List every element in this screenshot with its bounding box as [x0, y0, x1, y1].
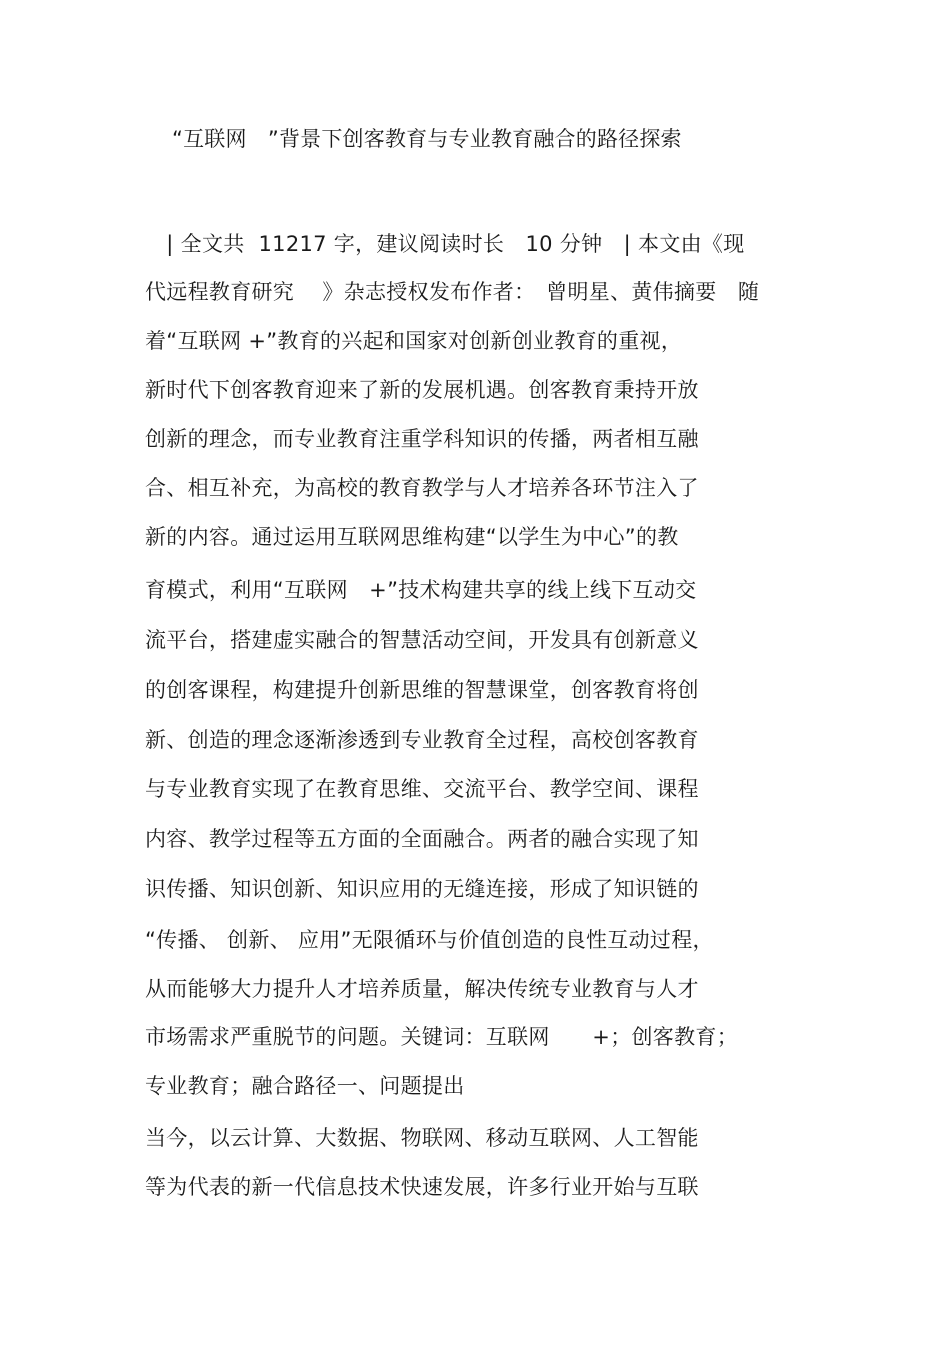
paragraph-line: 与专业教育实现了在教育思维、交流平台、教学空间、课程 — [145, 777, 699, 801]
paragraph-line: “传播、 创新、 应用”无限循环与价值创造的良性互动过程， — [145, 928, 714, 952]
paragraph-line: 识传播、知识创新、知识应用的无缝连接，形成了知识链的 — [145, 877, 699, 901]
paragraph-line: 专业教育；融合路径一、问题提出 — [145, 1074, 465, 1098]
paragraph-line: 创新的理念，而专业教育注重学科知识的传播，两者相互融 — [145, 427, 699, 451]
paragraph-line: 内容、教学过程等五方面的全面融合。两者的融合实现了知 — [145, 827, 699, 851]
paragraph-line: | 全文共 11217 字，建议阅读时长 10 分钟 | 本文由《现 — [145, 232, 745, 256]
paragraph-line: 从而能够大力提升人才培养质量，解决传统专业教育与人才 — [145, 977, 699, 1001]
paragraph-line: 市场需求严重脱节的问题。关键词：互联网 +；创客教育； — [145, 1025, 738, 1049]
paragraph-line: 着“互联网 +”教育的兴起和国家对创新创业教育的重视， — [145, 329, 683, 353]
document-title: “互联网 ”背景下创客教育与专业教育融合的路径探索 — [172, 127, 682, 151]
paragraph-line: 代远程教育研究 》杂志授权发布作者： 曾明星、黄伟摘要 随 — [145, 280, 760, 304]
paragraph-line: 新时代下创客教育迎来了新的发展机遇。创客教育秉持开放 — [145, 378, 699, 402]
paragraph-line: 的创客课程，构建提升创新思维的智慧课堂，创客教育将创 — [145, 678, 699, 702]
paragraph-line: 育模式，利用“互联网 +”技术构建共享的线上线下互动交 — [145, 578, 697, 602]
paragraph-line: 当今，以云计算、大数据、物联网、移动互联网、人工智能 — [145, 1126, 699, 1150]
paragraph-line: 流平台，搭建虚实融合的智慧活动空间，开发具有创新意义 — [145, 628, 699, 652]
paragraph-line: 新、创造的理念逐渐渗透到专业教育全过程，高校创客教育 — [145, 728, 699, 752]
paragraph-line: 等为代表的新一代信息技术快速发展，许多行业开始与互联 — [145, 1175, 699, 1199]
paragraph-line: 合、相互补充，为高校的教育教学与人才培养各环节注入了 — [145, 476, 699, 500]
paragraph-line: 新的内容。通过运用互联网思维构建“以学生为中心”的教 — [145, 525, 679, 549]
